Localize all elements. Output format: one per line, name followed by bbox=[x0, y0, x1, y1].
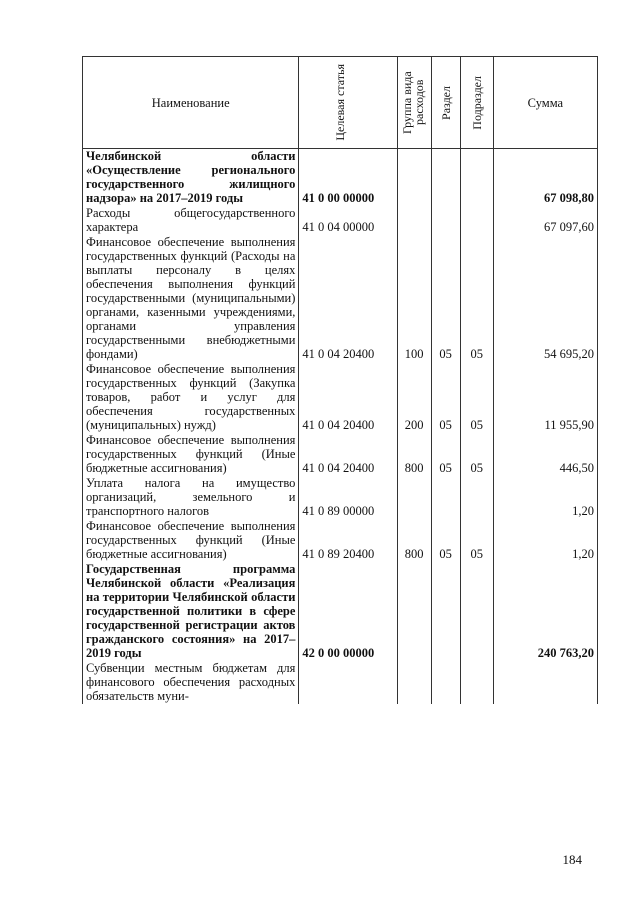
cell-group bbox=[397, 476, 431, 519]
cell-subsection: 05 bbox=[460, 235, 493, 362]
cell-section bbox=[431, 149, 460, 207]
header-subsection-label: Подраздел bbox=[469, 75, 484, 130]
cell-subsection: 05 bbox=[460, 519, 493, 562]
header-section-label: Раздел bbox=[438, 85, 453, 120]
cell-section bbox=[431, 562, 460, 661]
table-row bbox=[83, 519, 598, 562]
cell-name: Финансовое обеспечение выполнения государственных функций (Закупка товаров, работ и услуг для обеспечения государственных (муниципальных) нужд) bbox=[83, 362, 299, 433]
cell-name: Государственная программа Челябинской области «Реализация на территории Челябинской области государственной политики в сфере государственной регистрации актов гражданского состояния» на 2017–2019 годы bbox=[83, 562, 299, 661]
cell-target: 41 0 04 20400 bbox=[299, 433, 397, 476]
cell-sum: 446,50 bbox=[493, 433, 597, 476]
cell-target: 41 0 04 20400 bbox=[299, 362, 397, 433]
cell-section: 05 bbox=[431, 362, 460, 433]
table-row bbox=[83, 433, 598, 476]
cell-section: 05 bbox=[431, 235, 460, 362]
cell-group bbox=[397, 149, 431, 207]
cell-sum: 1,20 bbox=[493, 519, 597, 562]
header-section bbox=[431, 57, 460, 149]
cell-name: Финансовое обеспечение выполнения государственных функций (Иные бюджетные ассигнования) bbox=[83, 433, 299, 476]
cell-group: 800 bbox=[397, 433, 431, 476]
page-number: 184 bbox=[562, 852, 582, 867]
table-row bbox=[83, 235, 598, 362]
cell-name: Субвенции местным бюджетам для финансового обеспечения расходных обязательств муни- bbox=[83, 661, 299, 704]
header-sum: Сумма bbox=[493, 57, 597, 149]
cell-sum: 54 695,20 bbox=[493, 235, 597, 362]
cell-name: Финансовое обеспечение выполнения государственных функций (Расходы на выплаты персоналу в целях обеспечения выполнения функций государственными (муниципальными) органами, казенными учреждениями, органами управления государственными внебюджетными фондами) bbox=[83, 235, 299, 362]
table-header-row bbox=[83, 57, 598, 149]
cell-group bbox=[397, 206, 431, 235]
table-row bbox=[83, 661, 598, 704]
cell-group: 800 bbox=[397, 519, 431, 562]
cell-sum: 67 097,60 bbox=[493, 206, 597, 235]
header-target bbox=[299, 57, 397, 149]
cell-subsection bbox=[460, 661, 493, 704]
cell-subsection bbox=[460, 562, 493, 661]
cell-sum: 240 763,20 bbox=[493, 562, 597, 661]
cell-group: 100 bbox=[397, 235, 431, 362]
cell-section: 05 bbox=[431, 519, 460, 562]
header-subsection bbox=[460, 57, 493, 149]
header-target-label: Целевая статья bbox=[333, 64, 347, 141]
header-group-label: Группа вида расходов bbox=[399, 71, 426, 134]
table-row bbox=[83, 362, 598, 433]
cell-target: 41 0 04 20400 bbox=[299, 235, 397, 362]
cell-name: Финансовое обеспечение выполнения государственных функций (Иные бюджетные ассигнования) bbox=[83, 519, 299, 562]
cell-name: Челябинской области «Осуществление регионального государственного жилищного надзора» на 2017–2019 годы bbox=[83, 149, 299, 207]
cell-sum: 11 955,90 bbox=[493, 362, 597, 433]
cell-sum bbox=[493, 661, 597, 704]
cell-group: 200 bbox=[397, 362, 431, 433]
cell-subsection bbox=[460, 206, 493, 235]
cell-section bbox=[431, 661, 460, 704]
cell-section: 05 bbox=[431, 433, 460, 476]
cell-target bbox=[299, 661, 397, 704]
cell-sum: 1,20 bbox=[493, 476, 597, 519]
table-row bbox=[83, 562, 598, 661]
budget-table bbox=[82, 56, 598, 704]
cell-target: 41 0 00 00000 bbox=[299, 149, 397, 207]
cell-subsection bbox=[460, 476, 493, 519]
cell-target: 42 0 00 00000 bbox=[299, 562, 397, 661]
cell-name: Расходы общегосударственного характера bbox=[83, 206, 299, 235]
table-body bbox=[83, 149, 598, 705]
cell-name: Уплата налога на имущество организаций, земельного и транспортного налогов bbox=[83, 476, 299, 519]
cell-target: 41 0 89 00000 bbox=[299, 476, 397, 519]
cell-sum: 67 098,80 bbox=[493, 149, 597, 207]
cell-subsection bbox=[460, 149, 493, 207]
cell-target: 41 0 89 20400 bbox=[299, 519, 397, 562]
cell-section bbox=[431, 206, 460, 235]
table-row bbox=[83, 206, 598, 235]
cell-group bbox=[397, 661, 431, 704]
cell-subsection: 05 bbox=[460, 362, 493, 433]
header-group bbox=[397, 57, 431, 149]
cell-group bbox=[397, 562, 431, 661]
header-name: Наименование bbox=[83, 57, 299, 149]
table-row bbox=[83, 476, 598, 519]
cell-target: 41 0 04 00000 bbox=[299, 206, 397, 235]
table-row bbox=[83, 149, 598, 207]
cell-subsection: 05 bbox=[460, 433, 493, 476]
cell-section bbox=[431, 476, 460, 519]
